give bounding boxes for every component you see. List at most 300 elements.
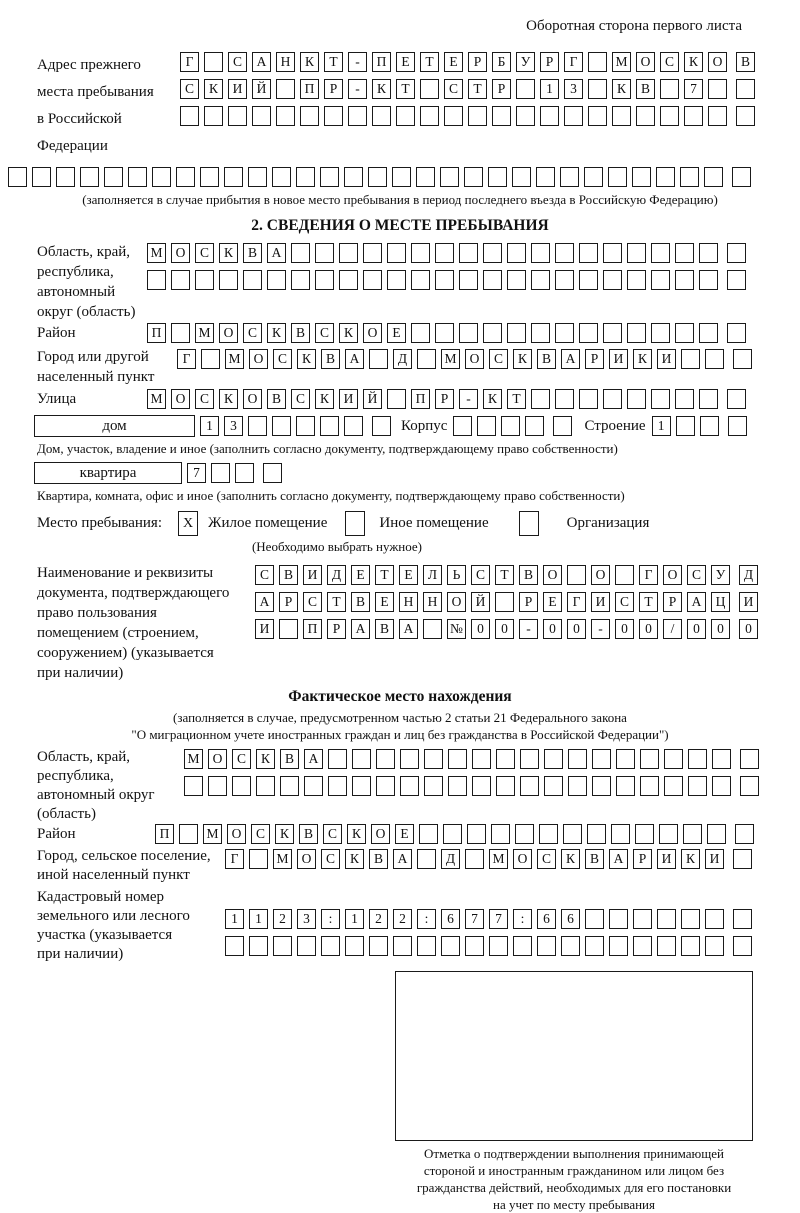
char-cell[interactable] (296, 416, 315, 436)
char-cell[interactable]: 2 (273, 909, 292, 929)
char-cell[interactable] (516, 106, 535, 126)
char-cell[interactable] (276, 79, 295, 99)
char-cell[interactable]: 1 (652, 416, 671, 436)
char-cell[interactable] (339, 270, 358, 290)
char-cell[interactable] (465, 936, 484, 956)
char-cell[interactable] (249, 849, 268, 869)
char-cell[interactable]: А (687, 592, 706, 612)
char-cell[interactable] (732, 167, 751, 187)
char-cell[interactable] (304, 776, 323, 796)
char-cell[interactable] (321, 936, 340, 956)
char-cell[interactable]: Е (387, 323, 406, 343)
char-cell[interactable] (448, 749, 467, 769)
char-cell[interactable]: В (299, 824, 318, 844)
char-cell[interactable] (472, 776, 491, 796)
char-cell[interactable]: О (543, 565, 562, 585)
char-cell[interactable]: С (444, 79, 463, 99)
char-cell[interactable] (733, 349, 752, 369)
char-cell[interactable]: В (636, 79, 655, 99)
char-cell[interactable] (152, 167, 171, 187)
char-cell[interactable]: М (225, 349, 244, 369)
char-cell[interactable] (280, 776, 299, 796)
char-cell[interactable]: И (228, 79, 247, 99)
char-cell[interactable]: Р (468, 52, 487, 72)
char-cell[interactable] (700, 416, 719, 436)
char-cell[interactable] (339, 243, 358, 263)
char-cell[interactable] (272, 167, 291, 187)
char-cell[interactable]: С (232, 749, 251, 769)
char-cell[interactable] (376, 749, 395, 769)
char-cell[interactable]: И (339, 389, 358, 409)
char-cell[interactable] (376, 776, 395, 796)
char-cell[interactable] (699, 389, 718, 409)
char-cell[interactable] (579, 243, 598, 263)
char-cell[interactable]: 3 (564, 79, 583, 99)
char-cell[interactable] (235, 463, 254, 483)
char-cell[interactable]: П (155, 824, 174, 844)
char-cell[interactable]: 3 (224, 416, 243, 436)
char-cell[interactable]: В (280, 749, 299, 769)
char-cell[interactable]: Н (399, 592, 418, 612)
char-cell[interactable] (727, 323, 746, 343)
char-cell[interactable]: А (255, 592, 274, 612)
char-cell[interactable]: В (375, 619, 394, 639)
char-cell[interactable]: Ь (447, 565, 466, 585)
char-cell[interactable] (267, 270, 286, 290)
char-cell[interactable] (273, 936, 292, 956)
char-cell[interactable]: Д (393, 349, 412, 369)
char-cell[interactable] (417, 349, 436, 369)
char-cell[interactable] (627, 389, 646, 409)
char-cell[interactable]: В (585, 849, 604, 869)
char-cell[interactable] (636, 106, 655, 126)
char-cell[interactable] (483, 270, 502, 290)
char-cell[interactable]: В (291, 323, 310, 343)
char-cell[interactable] (651, 323, 670, 343)
char-cell[interactable] (699, 270, 718, 290)
char-cell[interactable] (544, 749, 563, 769)
char-cell[interactable] (387, 389, 406, 409)
char-cell[interactable] (585, 936, 604, 956)
char-cell[interactable]: Т (639, 592, 658, 612)
char-cell[interactable]: М (147, 389, 166, 409)
char-cell[interactable]: А (393, 849, 412, 869)
char-cell[interactable]: 7 (465, 909, 484, 929)
char-cell[interactable] (248, 167, 267, 187)
char-cell[interactable]: А (304, 749, 323, 769)
char-cell[interactable] (348, 106, 367, 126)
char-cell[interactable] (345, 936, 364, 956)
char-cell[interactable] (567, 565, 586, 585)
char-cell[interactable]: К (684, 52, 703, 72)
char-cell[interactable]: К (275, 824, 294, 844)
char-cell[interactable] (232, 776, 251, 796)
char-cell[interactable] (496, 749, 515, 769)
char-cell[interactable] (587, 824, 606, 844)
char-cell[interactable] (684, 106, 703, 126)
char-cell[interactable]: Р (324, 79, 343, 99)
char-cell[interactable]: : (513, 909, 532, 929)
char-cell[interactable]: Е (399, 565, 418, 585)
char-cell[interactable] (640, 749, 659, 769)
char-cell[interactable] (675, 323, 694, 343)
char-cell[interactable] (733, 936, 752, 956)
char-cell[interactable] (733, 909, 752, 929)
char-cell[interactable]: К (633, 349, 652, 369)
char-cell[interactable]: П (303, 619, 322, 639)
char-cell[interactable] (727, 243, 746, 263)
char-cell[interactable] (675, 243, 694, 263)
char-cell[interactable]: С (195, 389, 214, 409)
char-cell[interactable] (736, 79, 755, 99)
char-cell[interactable] (633, 909, 652, 929)
char-cell[interactable]: Й (363, 389, 382, 409)
char-cell[interactable]: К (612, 79, 631, 99)
char-cell[interactable]: К (561, 849, 580, 869)
char-cell[interactable]: - (519, 619, 538, 639)
char-cell[interactable] (664, 749, 683, 769)
char-cell[interactable]: О (447, 592, 466, 612)
char-cell[interactable] (531, 389, 550, 409)
char-cell[interactable]: Г (225, 849, 244, 869)
char-cell[interactable]: Г (639, 565, 658, 585)
char-cell[interactable] (603, 270, 622, 290)
char-cell[interactable] (411, 270, 430, 290)
char-cell[interactable]: К (219, 243, 238, 263)
char-cell[interactable]: / (663, 619, 682, 639)
char-cell[interactable]: А (252, 52, 271, 72)
char-cell[interactable]: 2 (369, 909, 388, 929)
char-cell[interactable] (459, 270, 478, 290)
dom-value-box[interactable]: дом (34, 415, 195, 437)
char-cell[interactable]: 1 (249, 909, 268, 929)
char-cell[interactable] (477, 416, 496, 436)
char-cell[interactable] (459, 323, 478, 343)
char-cell[interactable]: О (465, 349, 484, 369)
char-cell[interactable] (420, 106, 439, 126)
char-cell[interactable] (328, 776, 347, 796)
char-cell[interactable]: Д (327, 565, 346, 585)
char-cell[interactable]: М (147, 243, 166, 263)
char-cell[interactable] (491, 824, 510, 844)
char-cell[interactable]: - (591, 619, 610, 639)
char-cell[interactable] (531, 270, 550, 290)
char-cell[interactable] (675, 389, 694, 409)
char-cell[interactable] (219, 270, 238, 290)
char-cell[interactable]: - (348, 79, 367, 99)
char-cell[interactable]: 0 (567, 619, 586, 639)
char-cell[interactable]: С (321, 849, 340, 869)
char-cell[interactable]: С (228, 52, 247, 72)
char-cell[interactable] (640, 776, 659, 796)
char-cell[interactable] (612, 106, 631, 126)
char-cell[interactable] (708, 79, 727, 99)
char-cell[interactable] (537, 936, 556, 956)
char-cell[interactable] (705, 936, 724, 956)
char-cell[interactable]: Й (252, 79, 271, 99)
char-cell[interactable] (179, 824, 198, 844)
char-cell[interactable]: М (203, 824, 222, 844)
char-cell[interactable]: О (591, 565, 610, 585)
char-cell[interactable]: Н (276, 52, 295, 72)
char-cell[interactable] (651, 270, 670, 290)
char-cell[interactable] (208, 776, 227, 796)
char-cell[interactable]: Н (423, 592, 442, 612)
char-cell[interactable] (579, 323, 598, 343)
char-cell[interactable]: К (315, 389, 334, 409)
char-cell[interactable] (369, 349, 388, 369)
char-cell[interactable] (540, 106, 559, 126)
char-cell[interactable]: С (273, 349, 292, 369)
char-cell[interactable]: Е (351, 565, 370, 585)
char-cell[interactable]: : (417, 909, 436, 929)
char-cell[interactable] (568, 749, 587, 769)
char-cell[interactable] (608, 167, 627, 187)
char-cell[interactable] (300, 106, 319, 126)
char-cell[interactable]: С (471, 565, 490, 585)
char-cell[interactable] (579, 389, 598, 409)
char-cell[interactable]: 0 (471, 619, 490, 639)
char-cell[interactable] (352, 776, 371, 796)
char-cell[interactable] (320, 167, 339, 187)
char-cell[interactable]: А (561, 349, 580, 369)
char-cell[interactable] (609, 936, 628, 956)
char-cell[interactable]: 6 (441, 909, 460, 929)
char-cell[interactable]: М (489, 849, 508, 869)
char-cell[interactable] (555, 270, 574, 290)
char-cell[interactable] (448, 776, 467, 796)
char-cell[interactable] (555, 389, 574, 409)
char-cell[interactable] (588, 79, 607, 99)
char-cell[interactable] (635, 824, 654, 844)
kvartira-value-box[interactable]: квартира (34, 462, 182, 484)
char-cell[interactable]: Г (180, 52, 199, 72)
char-cell[interactable] (733, 849, 752, 869)
char-cell[interactable]: 6 (537, 909, 556, 929)
char-cell[interactable] (584, 167, 603, 187)
char-cell[interactable] (603, 389, 622, 409)
char-cell[interactable]: А (609, 849, 628, 869)
char-cell[interactable] (539, 824, 558, 844)
char-cell[interactable]: С (537, 849, 556, 869)
char-cell[interactable] (656, 167, 675, 187)
char-cell[interactable] (588, 52, 607, 72)
char-cell[interactable] (387, 270, 406, 290)
char-cell[interactable] (224, 167, 243, 187)
char-cell[interactable]: Л (423, 565, 442, 585)
char-cell[interactable] (592, 776, 611, 796)
char-cell[interactable]: К (513, 349, 532, 369)
char-cell[interactable]: М (612, 52, 631, 72)
char-cell[interactable] (8, 167, 27, 187)
char-cell[interactable] (736, 106, 755, 126)
char-cell[interactable] (660, 106, 679, 126)
char-cell[interactable]: 3 (297, 909, 316, 929)
char-cell[interactable]: С (315, 323, 334, 343)
char-cell[interactable] (228, 106, 247, 126)
char-cell[interactable]: К (347, 824, 366, 844)
char-cell[interactable] (609, 909, 628, 929)
char-cell[interactable] (320, 416, 339, 436)
char-cell[interactable] (603, 323, 622, 343)
char-cell[interactable]: В (736, 52, 755, 72)
char-cell[interactable]: С (251, 824, 270, 844)
char-cell[interactable]: С (255, 565, 274, 585)
char-cell[interactable] (420, 79, 439, 99)
char-cell[interactable]: 2 (393, 909, 412, 929)
char-cell[interactable] (680, 167, 699, 187)
char-cell[interactable] (563, 824, 582, 844)
char-cell[interactable] (279, 619, 298, 639)
char-cell[interactable] (297, 936, 316, 956)
char-cell[interactable]: - (348, 52, 367, 72)
char-cell[interactable]: К (297, 349, 316, 369)
char-cell[interactable] (553, 416, 572, 436)
char-cell[interactable] (740, 776, 759, 796)
char-cell[interactable]: П (147, 323, 166, 343)
char-cell[interactable] (651, 389, 670, 409)
char-cell[interactable] (324, 106, 343, 126)
char-cell[interactable]: 0 (495, 619, 514, 639)
char-cell[interactable] (243, 270, 262, 290)
char-cell[interactable] (104, 167, 123, 187)
char-cell[interactable]: 0 (711, 619, 730, 639)
char-cell[interactable]: О (297, 849, 316, 869)
char-cell[interactable]: М (441, 349, 460, 369)
char-cell[interactable] (400, 749, 419, 769)
char-cell[interactable]: Р (435, 389, 454, 409)
char-cell[interactable] (507, 323, 526, 343)
char-cell[interactable]: В (243, 243, 262, 263)
char-cell[interactable]: В (537, 349, 556, 369)
char-cell[interactable] (705, 349, 724, 369)
char-cell[interactable]: Е (396, 52, 415, 72)
char-cell[interactable]: П (372, 52, 391, 72)
char-cell[interactable] (441, 936, 460, 956)
char-cell[interactable] (681, 936, 700, 956)
char-cell[interactable] (651, 243, 670, 263)
char-cell[interactable] (699, 323, 718, 343)
char-cell[interactable] (664, 776, 683, 796)
char-cell[interactable] (735, 824, 754, 844)
char-cell[interactable]: К (345, 849, 364, 869)
char-cell[interactable] (495, 592, 514, 612)
char-cell[interactable] (525, 416, 544, 436)
char-cell[interactable] (536, 167, 555, 187)
char-cell[interactable]: У (516, 52, 535, 72)
char-cell[interactable] (472, 749, 491, 769)
char-cell[interactable]: 1 (540, 79, 559, 99)
char-cell[interactable] (211, 463, 230, 483)
char-cell[interactable] (440, 167, 459, 187)
char-cell[interactable]: С (687, 565, 706, 585)
char-cell[interactable] (453, 416, 472, 436)
char-cell[interactable] (519, 511, 539, 536)
char-cell[interactable]: И (591, 592, 610, 612)
char-cell[interactable]: О (636, 52, 655, 72)
char-cell[interactable] (435, 270, 454, 290)
char-cell[interactable]: 6 (561, 909, 580, 929)
char-cell[interactable]: Г (567, 592, 586, 612)
char-cell[interactable]: П (411, 389, 430, 409)
char-cell[interactable] (204, 106, 223, 126)
char-cell[interactable] (676, 416, 695, 436)
char-cell[interactable] (396, 106, 415, 126)
char-cell[interactable]: Т (507, 389, 526, 409)
char-cell[interactable]: X (178, 511, 198, 536)
char-cell[interactable]: В (369, 849, 388, 869)
char-cell[interactable] (248, 416, 267, 436)
char-cell[interactable] (201, 349, 220, 369)
char-cell[interactable]: Р (663, 592, 682, 612)
char-cell[interactable]: А (399, 619, 418, 639)
char-cell[interactable]: 1 (345, 909, 364, 929)
char-cell[interactable] (411, 323, 430, 343)
char-cell[interactable] (291, 243, 310, 263)
char-cell[interactable] (411, 243, 430, 263)
char-cell[interactable]: Е (543, 592, 562, 612)
char-cell[interactable]: К (300, 52, 319, 72)
char-cell[interactable]: М (184, 749, 203, 769)
char-cell[interactable]: С (180, 79, 199, 99)
char-cell[interactable] (507, 270, 526, 290)
char-cell[interactable]: К (339, 323, 358, 343)
char-cell[interactable] (128, 167, 147, 187)
char-cell[interactable] (704, 167, 723, 187)
char-cell[interactable]: 0 (615, 619, 634, 639)
char-cell[interactable]: Р (540, 52, 559, 72)
char-cell[interactable] (603, 243, 622, 263)
char-cell[interactable]: Т (420, 52, 439, 72)
char-cell[interactable] (688, 749, 707, 769)
char-cell[interactable] (416, 167, 435, 187)
char-cell[interactable] (712, 776, 731, 796)
char-cell[interactable]: У (711, 565, 730, 585)
char-cell[interactable]: № (447, 619, 466, 639)
char-cell[interactable]: - (459, 389, 478, 409)
char-cell[interactable] (657, 936, 676, 956)
char-cell[interactable]: Р (585, 349, 604, 369)
char-cell[interactable]: О (708, 52, 727, 72)
char-cell[interactable] (627, 243, 646, 263)
char-cell[interactable]: С (243, 323, 262, 343)
char-cell[interactable]: С (291, 389, 310, 409)
char-cell[interactable]: И (657, 849, 676, 869)
char-cell[interactable] (520, 776, 539, 796)
char-cell[interactable] (423, 619, 442, 639)
char-cell[interactable]: 1 (200, 416, 219, 436)
char-cell[interactable] (368, 167, 387, 187)
char-cell[interactable] (492, 106, 511, 126)
char-cell[interactable] (683, 824, 702, 844)
char-cell[interactable]: С (195, 243, 214, 263)
char-cell[interactable] (531, 243, 550, 263)
char-cell[interactable]: 7 (684, 79, 703, 99)
char-cell[interactable]: П (300, 79, 319, 99)
char-cell[interactable] (344, 416, 363, 436)
char-cell[interactable]: В (519, 565, 538, 585)
char-cell[interactable] (611, 824, 630, 844)
char-cell[interactable] (588, 106, 607, 126)
char-cell[interactable]: О (363, 323, 382, 343)
char-cell[interactable] (443, 824, 462, 844)
char-cell[interactable] (272, 416, 291, 436)
char-cell[interactable]: Б (492, 52, 511, 72)
char-cell[interactable] (176, 167, 195, 187)
char-cell[interactable] (424, 776, 443, 796)
char-cell[interactable] (707, 824, 726, 844)
char-cell[interactable] (592, 749, 611, 769)
